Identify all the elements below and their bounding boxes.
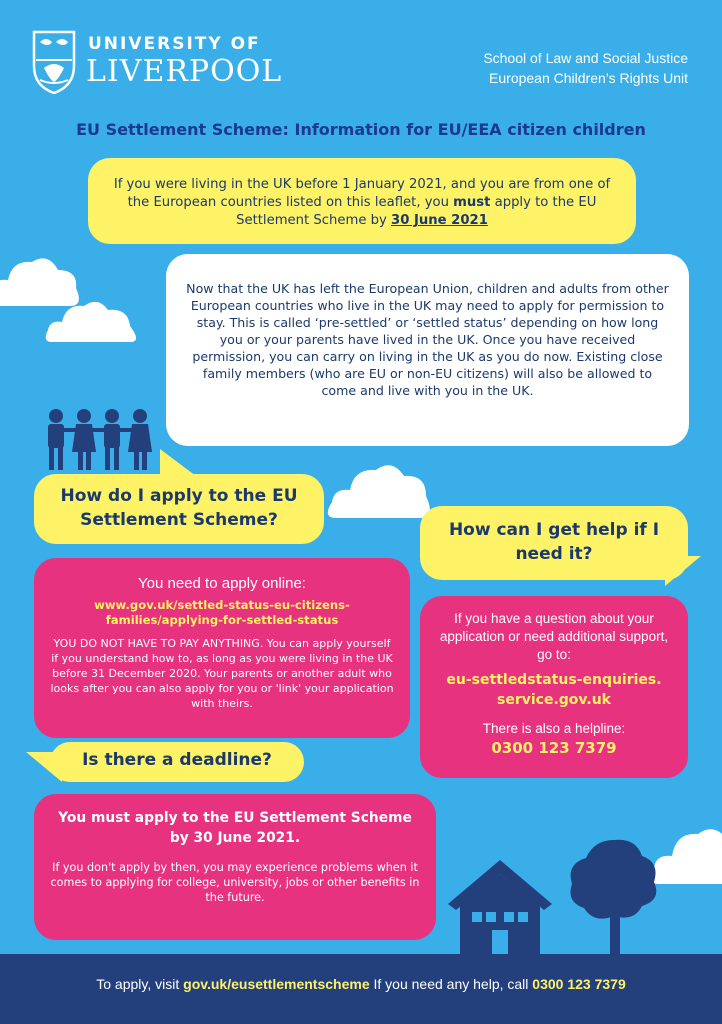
intro-text-part1: If you were living in the UK before 1 January 2021, and you are from one of the European countries listed on this leaflet, you bbox=[113, 177, 611, 210]
bubble-tail bbox=[665, 556, 701, 586]
footer bbox=[0, 954, 722, 1024]
helpline-phone[interactable]: 0300 123 7379 bbox=[491, 739, 617, 757]
footer-link[interactable]: gov.uk/eusettlementscheme bbox=[183, 976, 370, 992]
help-link-line1: eu-settledstatus-enquiries. bbox=[446, 672, 662, 688]
logo-line2: LIVERPOOL bbox=[86, 54, 283, 89]
help-link[interactable] bbox=[432, 670, 676, 710]
header bbox=[0, 0, 722, 110]
cloud-icon bbox=[326, 458, 436, 520]
question-help: How can I get help if I need it? bbox=[420, 506, 688, 580]
page-title: EU Settlement Scheme: Information for EU/EEA citizen children bbox=[76, 120, 646, 139]
question-deadline: Is there a deadline? bbox=[50, 742, 304, 782]
helpline-label: There is also a helpline: bbox=[482, 721, 626, 736]
help-text: If you have a question about your application or need additional support, go to: bbox=[439, 611, 669, 662]
help-link-line2: service.gov.uk bbox=[497, 692, 611, 708]
department bbox=[483, 48, 688, 88]
logo-line1: UNIVERSITY OF bbox=[88, 34, 261, 54]
university-logo bbox=[32, 30, 283, 96]
footer-part1: To apply, visit bbox=[96, 976, 184, 992]
intro-date: 30 June 2021 bbox=[391, 213, 488, 228]
tree-icon bbox=[566, 836, 662, 956]
intro-bubble bbox=[88, 158, 636, 244]
crest-icon bbox=[32, 30, 76, 94]
apply-heading: You need to apply online: bbox=[138, 575, 306, 592]
apply-link[interactable]: www.gov.uk/settled-status-eu-citizens-families/applying-for-settled-status bbox=[94, 598, 350, 627]
dept-line2: European Children’s Rights Unit bbox=[489, 70, 688, 86]
intro-must: must bbox=[453, 195, 491, 210]
dept-line1: School of Law and Social Justice bbox=[483, 50, 688, 66]
question-apply: How do I apply to the EU Settlement Scheme? bbox=[34, 474, 324, 544]
house-icon bbox=[446, 858, 554, 956]
apply-body: YOU DO NOT HAVE TO PAY ANYTHING. You can apply yourself if you understand how to, as long as you were living in the UK before 31 December 2020. Your parents or another adult who looks after you can also apply for you or 'link' your application with theirs. bbox=[50, 637, 394, 710]
footer-text bbox=[0, 976, 722, 992]
deadline-panel bbox=[34, 794, 436, 940]
intro-text-part2: apply to the EU Settlement Scheme by bbox=[236, 195, 597, 228]
footer-part2: If you need any help, call bbox=[369, 976, 533, 992]
deadline-heading: You must apply to the EU Settlement Scheme by 30 June 2021. bbox=[58, 810, 412, 846]
children-icon bbox=[44, 408, 158, 472]
deadline-body: If you don't apply by then, you may experience problems when it comes to applying for college, university, jobs or other benefits in the future. bbox=[50, 861, 420, 904]
cloud-icon bbox=[44, 296, 142, 344]
footer-phone[interactable]: 0300 123 7379 bbox=[532, 976, 626, 992]
explanation-bubble: Now that the UK has left the European Union, children and adults from other European countries who live in the UK may need to apply for permission to stay. This is called ‘pre-settled’ or ‘settled status’ depending on how long you or your parents have lived in the UK. Once you have received permission, you can carry on living in the UK as you do now. Existing close family members (who are EU or non-EU citizens) will also be allowed to come and live with you in the UK. bbox=[166, 254, 689, 446]
apply-panel bbox=[34, 558, 410, 738]
help-panel bbox=[420, 596, 688, 778]
